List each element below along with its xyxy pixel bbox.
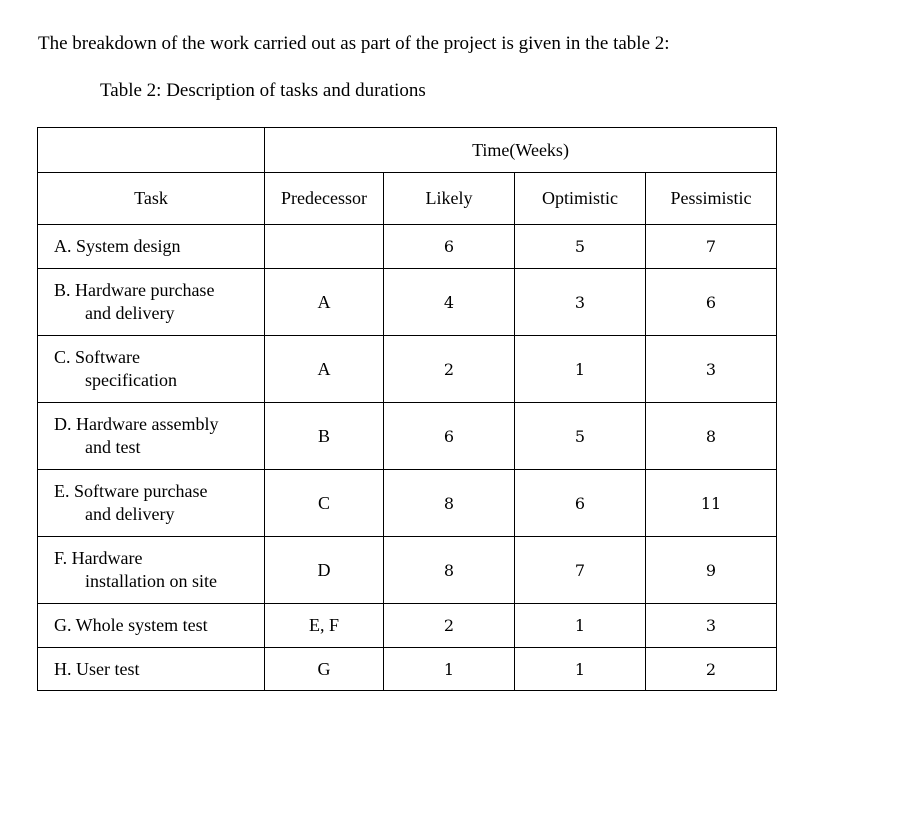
task-cell — [38, 604, 265, 648]
task-cell — [38, 648, 265, 691]
table-row — [38, 470, 777, 537]
pessimistic-cell: 7 — [646, 225, 777, 269]
task-name: D. Hardware assembly — [54, 414, 219, 434]
task-name-continuation: specification — [85, 370, 177, 390]
table-group-header-row — [38, 128, 777, 173]
pessimistic-cell: 6 — [646, 269, 777, 336]
likely-cell: 6 — [384, 225, 515, 269]
intro-paragraph: The breakdown of the work carried out as part of the project is given in the table 2: — [38, 33, 670, 54]
likely-cell: 8 — [384, 537, 515, 604]
task-name: B. Hardware purchase — [54, 280, 215, 300]
task-name-continuation: and delivery — [85, 303, 175, 323]
optimistic-cell: 1 — [515, 604, 646, 648]
table-row — [38, 604, 777, 648]
task-cell — [38, 537, 265, 604]
optimistic-cell: 6 — [515, 470, 646, 537]
optimistic-cell: 7 — [515, 537, 646, 604]
optimistic-cell: 1 — [515, 648, 646, 691]
likely-cell: 2 — [384, 604, 515, 648]
predecessor-cell: D — [265, 537, 384, 604]
time-weeks-header: Time(Weeks) — [265, 128, 777, 173]
table-row — [38, 537, 777, 604]
task-cell — [38, 470, 265, 537]
task-header: Task — [38, 173, 265, 225]
predecessor-cell: A — [265, 336, 384, 403]
task-name-continuation: installation on site — [85, 571, 217, 591]
task-name-continuation: and test — [85, 437, 141, 457]
likely-cell: 4 — [384, 269, 515, 336]
task-cell — [38, 403, 265, 470]
task-name: E. Software purchase — [54, 481, 208, 501]
pessimistic-cell: 8 — [646, 403, 777, 470]
task-name: C. Software — [54, 347, 140, 367]
table-header-row — [38, 173, 777, 225]
likely-cell: 2 — [384, 336, 515, 403]
task-name: F. Hardware — [54, 548, 143, 568]
pessimistic-cell: 11 — [646, 470, 777, 537]
tasks-table — [37, 127, 777, 691]
optimistic-cell: 1 — [515, 336, 646, 403]
predecessor-cell — [265, 225, 384, 269]
pessimistic-cell: 3 — [646, 604, 777, 648]
predecessor-cell: G — [265, 648, 384, 691]
optimistic-header: Optimistic — [515, 173, 646, 225]
table-row — [38, 403, 777, 470]
task-name: H. User test — [54, 658, 140, 679]
likely-cell: 8 — [384, 470, 515, 537]
pessimistic-cell: 9 — [646, 537, 777, 604]
empty-header-cell — [38, 128, 265, 173]
table-row — [38, 648, 777, 691]
predecessor-cell: C — [265, 470, 384, 537]
table-row — [38, 336, 777, 403]
task-name-continuation: and delivery — [85, 504, 175, 524]
predecessor-header: Predecessor — [265, 173, 384, 225]
likely-header: Likely — [384, 173, 515, 225]
predecessor-cell: B — [265, 403, 384, 470]
predecessor-cell: A — [265, 269, 384, 336]
optimistic-cell: 5 — [515, 403, 646, 470]
task-cell — [38, 269, 265, 336]
pessimistic-cell: 2 — [646, 648, 777, 691]
predecessor-cell: E, F — [265, 604, 384, 648]
pessimistic-header: Pessimistic — [646, 173, 777, 225]
task-cell — [38, 336, 265, 403]
task-name: A. System design — [54, 236, 181, 256]
task-name: G. Whole system test — [54, 615, 208, 635]
table-row — [38, 269, 777, 336]
likely-cell: 1 — [384, 648, 515, 691]
likely-cell: 6 — [384, 403, 515, 470]
optimistic-cell: 3 — [515, 269, 646, 336]
table-row — [38, 225, 777, 269]
task-cell — [38, 225, 265, 269]
table-caption: Table 2: Description of tasks and durations — [100, 80, 426, 101]
pessimistic-cell: 3 — [646, 336, 777, 403]
optimistic-cell: 5 — [515, 225, 646, 269]
